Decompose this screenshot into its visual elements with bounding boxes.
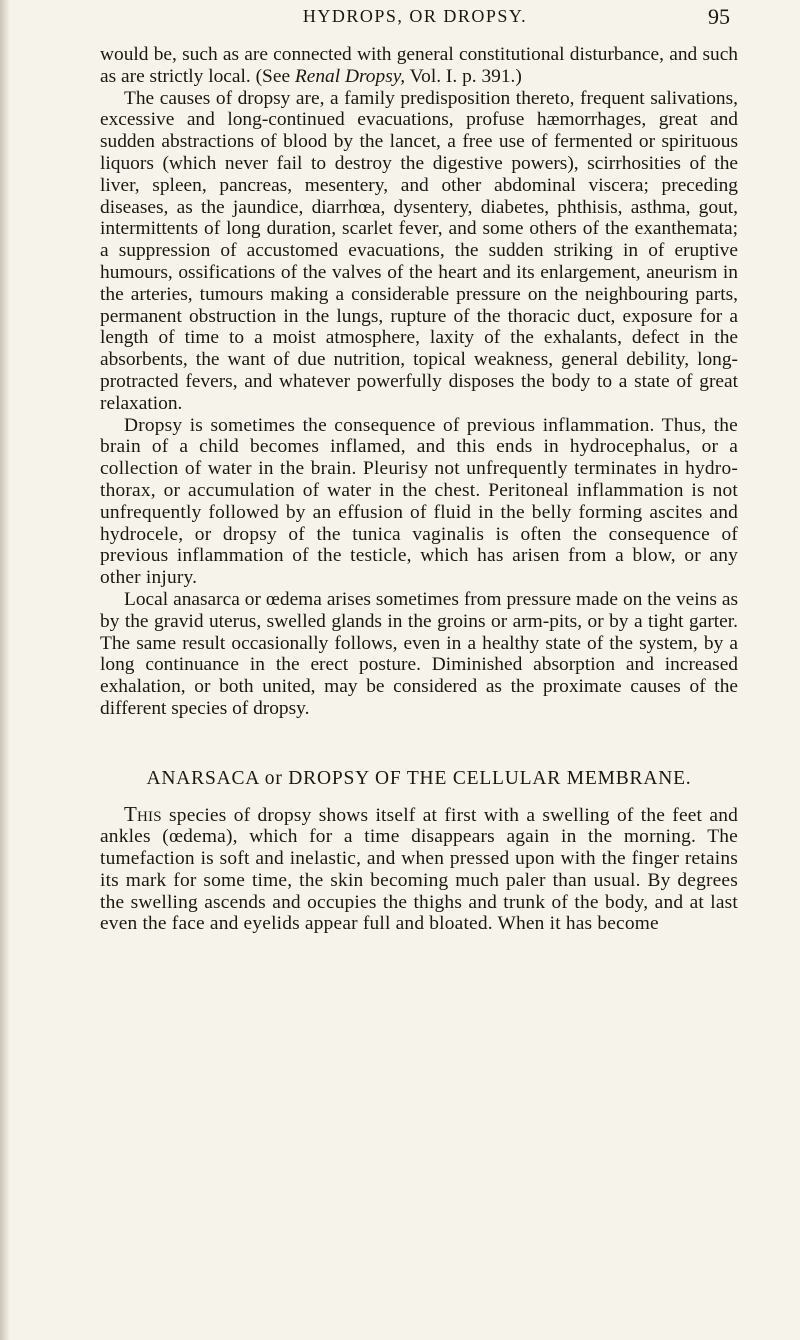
- running-head: [100, 6, 730, 36]
- paragraph-local-anasarca: Local anasarca or œdema arises sometimes from pressure made on the veins as by the gravid uterus, swelled glands in the groins or arm-pits, or by a tight garter. The same result occasionally follows, even in a healthy state of the system, by a long continuance in the erect posture. Diminished absorption and increased exhalation, or both united, may be considered as the proximate causes of the different species of dropsy.: [100, 588, 738, 719]
- section-opening-word: This: [124, 801, 162, 826]
- paragraph-text-end: Vol. I. p. 391.): [405, 65, 522, 87]
- paragraph-section-opening: [100, 801, 738, 936]
- paragraph-causes: The causes of dropsy are, a family predisposition thereto, frequent salivations, excessive and long-continued evacuations, profuse hæmorrhages, great and sudden abstractions of blood by the lancet, a free use of fermented or spirituous liquors (which never fail to destroy the digestive powers), scirrhosities of the liver, spleen, pancreas, mesentery, and other abdominal viscera; preceding diseases, as the jaundice, diarrhœa, dysentery, diabetes, phthisis, asthma, gout, intermittents of long duration, scarlet fever, and some others of the exanthemata; a suppression of accustomed evacuations, the sudden striking in of eruptive humours, ossifications of the valves of the heart and its enlargement, aneurism in the arteries, tumours making a considerable pressure on the neighbouring parts, permanent obstruction in the lungs, rupture of the thoracic duct, exposure for a length of time to a moist atmosphere, laxity of the exhalants, defect in the absorbents, the want of due nutrition, topical weakness, general debility, long-protracted fevers, and whatever powerfully disposes the body to a state of great relaxation.: [100, 87, 738, 414]
- cross-reference-title: Renal Dropsy,: [294, 65, 406, 87]
- section-opening-text: species of dropsy shows itself at first with a swelling of the feet and ankles (œdema), which for a time disappears again in the morning. The tumefaction is soft and inelastic, and when pressed upon with the finger retains its mark for some time, the skin becoming much paler than usual. By degrees the swelling ascends and occupies the thighs and trunk of the body, and at last even the face and eyelids appear full and bloated. When it has become: [100, 804, 738, 935]
- paragraph-continuation: [100, 44, 738, 88]
- body-text: [100, 44, 738, 935]
- page-gutter-shadow: [0, 0, 10, 1340]
- paragraph-text: would be, such as are connected with general constitutional disturbance, and such as are strictly local. (See: [100, 44, 738, 87]
- section-heading: ANARSACA or DROPSY OF THE CELLULAR MEMBRANE.: [146, 767, 692, 789]
- running-title: HYDROPS, OR DROPSY.: [302, 6, 528, 26]
- page-number: 95: [708, 4, 730, 29]
- paragraph-inflammation: Dropsy is sometimes the consequence of previous inflammation. Thus, the brain of a child becomes inflamed, and this ends in hydrocephalus, or a collection of water in the brain. Pleurisy not unfrequently terminates in hydro-thorax, or accumulation of water in the chest. Peritoneal inflammation is not unfrequently followed by an effusion of fluid in the belly forming ascites and hydrocele, or dropsy of the tunica vaginalis is often the consequence of previous inflammation of the testicle, which has arisen from a blow, or any other injury.: [100, 414, 738, 589]
